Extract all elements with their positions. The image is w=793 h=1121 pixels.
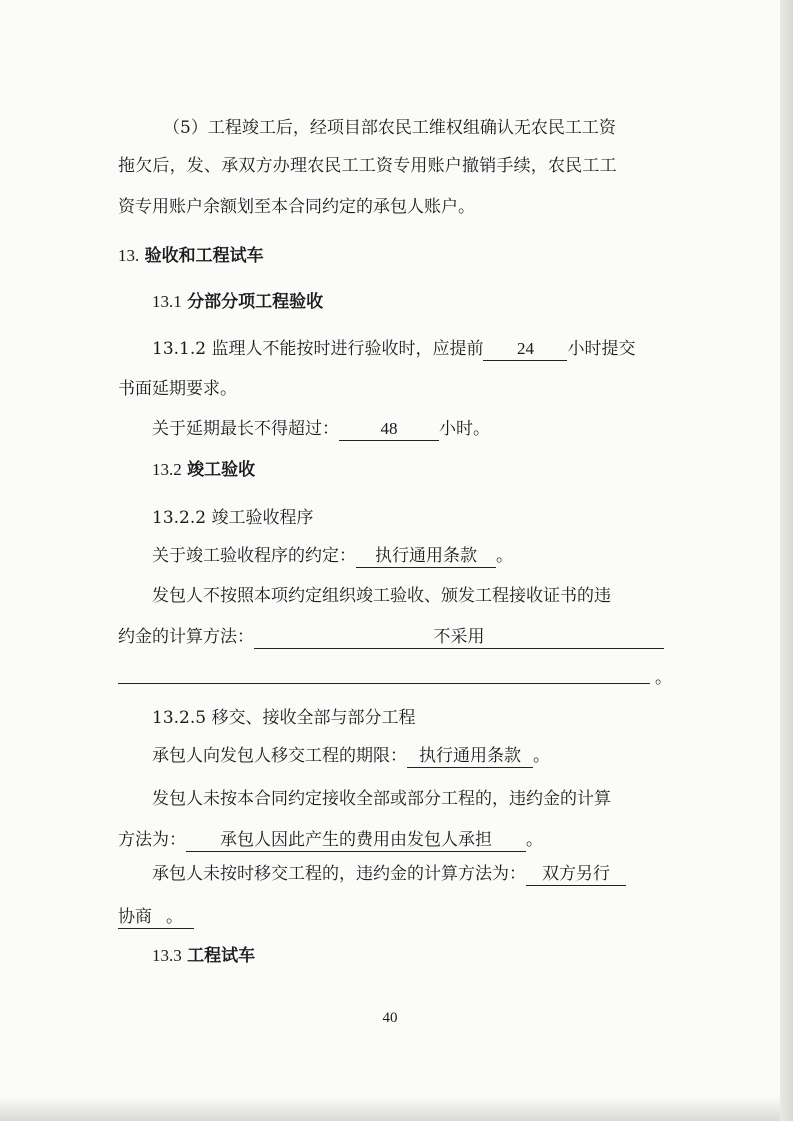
max-delay-prefix: 关于延期最长不得超过： bbox=[152, 419, 339, 439]
max-delay-suffix: 小时。 bbox=[439, 419, 490, 439]
section-13-3-heading bbox=[152, 943, 255, 969]
deadline-value-field: 执行通用条款 bbox=[407, 745, 533, 768]
clause-13-1-2-line-2: 书面延期要求。 bbox=[118, 379, 237, 399]
section-13-3-title: 工程试车 bbox=[187, 946, 256, 966]
paragraph-5-line-2: 拖欠后，发、承双方办理农民工工资专用账户撤销手续，农民工工 bbox=[118, 156, 617, 176]
penalty-prefix: 约金的计算方法： bbox=[118, 627, 254, 647]
clause-13-2-5-employer-line-1: 发包人未按本合同约定接收全部或部分工程的，违约金的计算 bbox=[152, 789, 611, 809]
clause-13-1-2-line-1 bbox=[152, 336, 635, 362]
section-13-2-heading bbox=[152, 457, 255, 483]
clause-13-1-2-suffix: 小时提交 bbox=[567, 339, 636, 359]
section-13-2-number: 13.2 bbox=[152, 460, 182, 479]
clause-13-2-2-penalty-line-2 bbox=[118, 624, 664, 650]
clause-13-1-2-max-delay bbox=[152, 416, 490, 442]
clause-13-2-2-penalty-line-1: 发包人不按照本项约定组织竣工验收、颁发工程接收证书的违 bbox=[152, 586, 611, 606]
penalty-value-field: 不采用 bbox=[254, 626, 664, 649]
clause-13-2-2-title: 13.2.2 竣工验收程序 bbox=[152, 508, 314, 528]
section-13-heading bbox=[118, 243, 264, 269]
paragraph-5-line-3: 资专用账户余额划至本合同约定的承包人账户。 bbox=[118, 197, 475, 217]
clause-13-1-2-prefix: 13.1.2 监理人不能按时进行验收时，应提前 bbox=[152, 339, 484, 359]
penalty-continuation-line bbox=[118, 683, 650, 684]
contractor-penalty-field-1: 双方另行 bbox=[526, 863, 626, 886]
section-13-3-number: 13.3 bbox=[152, 946, 182, 965]
clause-13-2-5-employer-line-2 bbox=[118, 827, 543, 853]
employer-suffix: 。 bbox=[526, 830, 543, 850]
scan-shadow-bottom bbox=[0, 1097, 780, 1121]
scan-edge-right bbox=[780, 0, 793, 1121]
contractor-penalty-field-2 bbox=[118, 906, 194, 929]
section-13-1-heading bbox=[152, 289, 323, 315]
contractor-prefix: 承包人未按时移交工程的，违约金的计算方法为： bbox=[152, 864, 526, 884]
agreement-suffix: 。 bbox=[496, 546, 513, 566]
clause-13-2-5-contractor-line-2 bbox=[118, 904, 194, 930]
delay-request-hours-field: 24 bbox=[483, 338, 567, 361]
paragraph-5-line-1: （5）工程竣工后，经项目部农民工维权组确认无农民工工资 bbox=[163, 118, 616, 138]
clause-13-2-2-agreement bbox=[152, 543, 513, 569]
penalty-end-mark: 。 bbox=[655, 668, 672, 688]
section-13-1-number: 13.1 bbox=[152, 292, 182, 311]
agreement-prefix: 关于竣工验收程序的约定： bbox=[152, 546, 356, 566]
clause-13-2-5-title: 13.2.5 移交、接收全部与部分工程 bbox=[152, 708, 416, 728]
max-delay-hours-field: 48 bbox=[339, 418, 439, 441]
section-13-title: 验收和工程试车 bbox=[144, 246, 264, 266]
employer-penalty-field: 承包人因此产生的费用由发包人承担 bbox=[186, 829, 526, 852]
section-13-2-title: 竣工验收 bbox=[187, 460, 256, 480]
deadline-prefix: 承包人向发包人移交工程的期限： bbox=[152, 746, 407, 766]
section-13-1-title: 分部分项工程验收 bbox=[187, 292, 324, 312]
clause-13-2-5-contractor-line-1 bbox=[152, 861, 626, 887]
page-number: 40 bbox=[382, 1010, 398, 1026]
contractor-value-2: 协商 bbox=[118, 907, 152, 927]
agreement-value-field: 执行通用条款 bbox=[356, 545, 496, 568]
section-13-number: 13. bbox=[118, 246, 140, 265]
contractor-suffix: 。 bbox=[166, 907, 183, 927]
employer-prefix: 方法为： bbox=[118, 830, 186, 850]
deadline-suffix: 。 bbox=[533, 746, 550, 766]
clause-13-2-5-deadline bbox=[152, 743, 550, 769]
